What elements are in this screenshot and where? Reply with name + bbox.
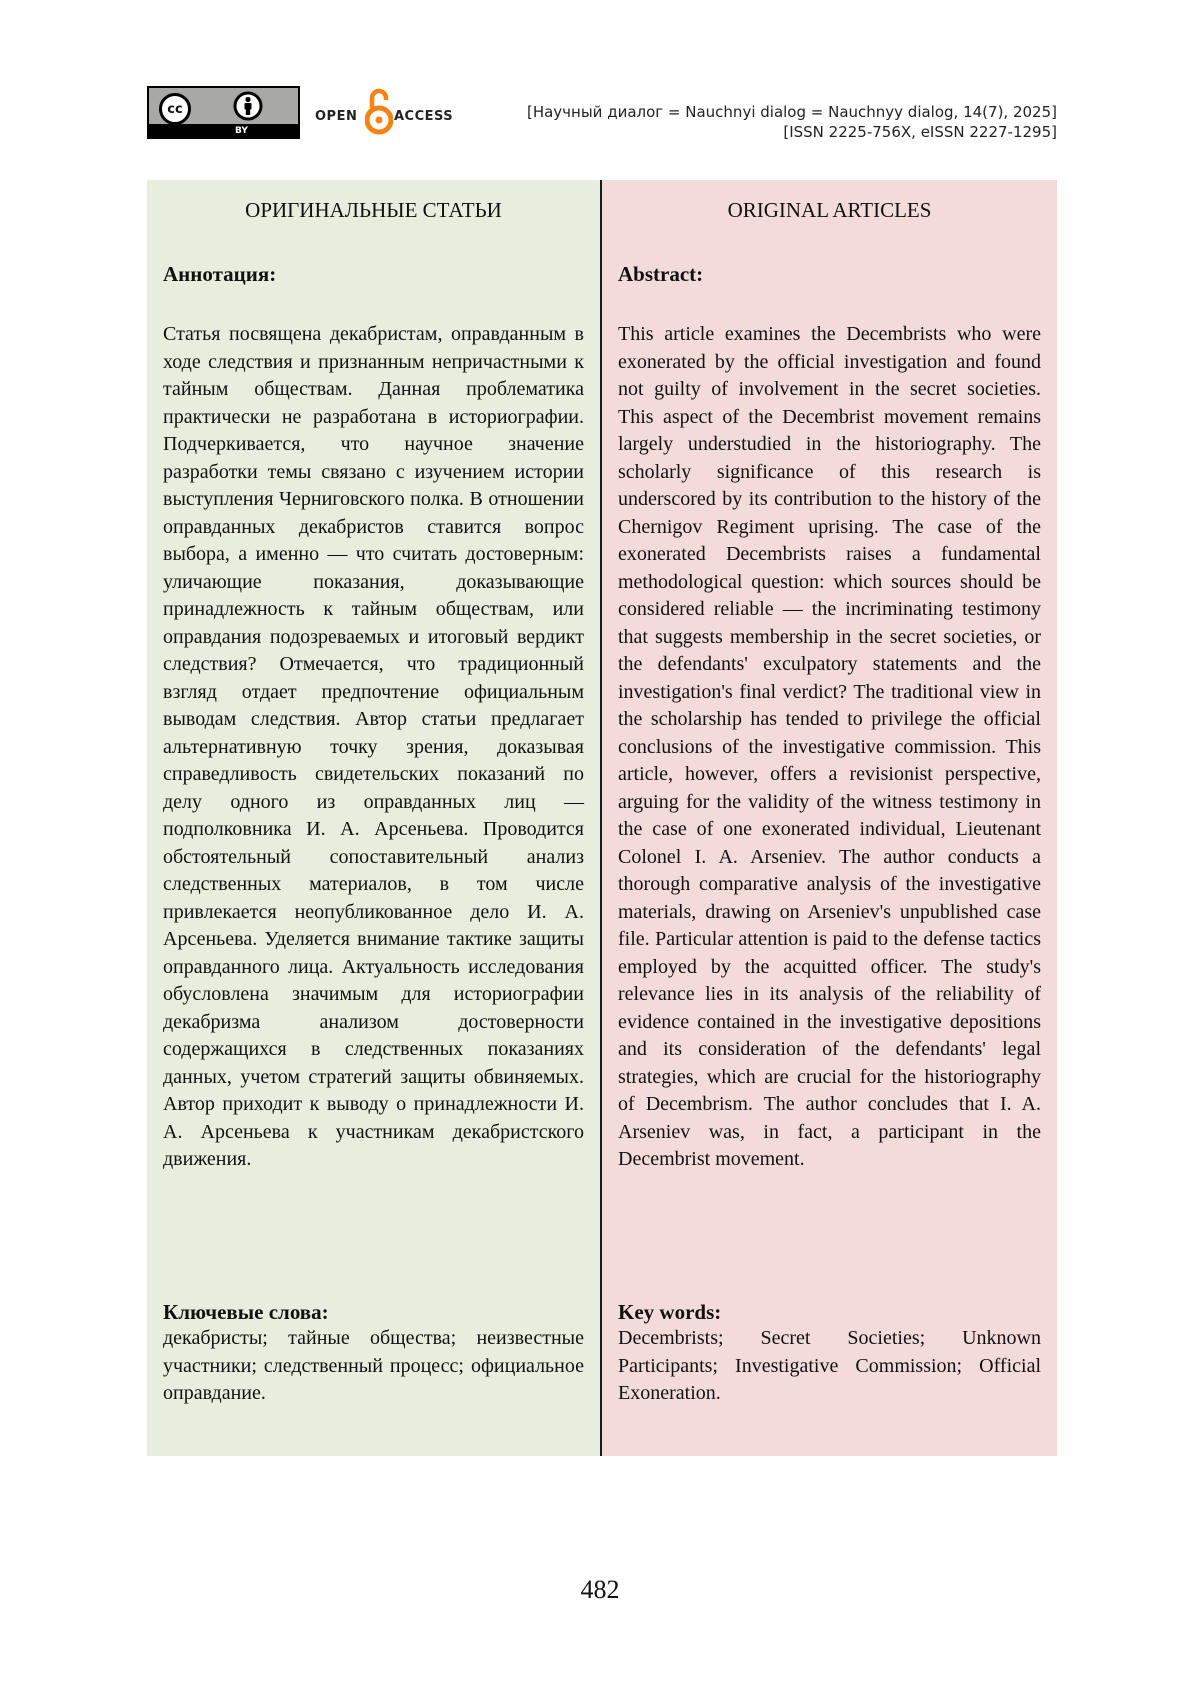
keywords-block-en [618,1300,1041,1408]
keywords-label-ru: Ключевые слова: [163,1300,329,1324]
section-title-ru: ОРИГИНАЛЬНЫЕ СТАТЬИ [245,198,502,222]
open-word: OPEN [315,109,358,124]
keywords-text-ru: декабристы; тайные общества; неизвестные участники; следственный процесс; официальное оправдание. [163,1327,584,1404]
russian-column [147,180,602,1456]
journal-issn: [ISSN 2225-756X, eISSN 2227-1295] [783,123,1057,141]
abstract-text-en: This article examines the Decembrists who were exonerated by the official investigation and found not guilty of involvement in the secret societies. This aspect of the Decembrist movement remains largely understudied in the historiography. The scholarly significance of this research is underscored by its contribution to the history of the Chernigov Regiment uprising. The case of the exonerated Decembrists raises a fundamental methodological question: which sources should be considered reliable — the incriminating testimony that suggests membership in the secret societies, or the defendants' exculpatory statements and the investigation's final verdict? The traditional view in the scholarship has tended to privilege the official conclusions of the investigative commission. This article, however, offers a revisionist perspective, arguing for the validity of the witness testimony in the case of one exonerated individual, Lieutenant Colonel I. A. Arseniev. The author conducts a thorough comparative analysis of the investigative materials, drawing on Arseniev's unpublished case file. Particular attention is paid to the defense tactics employed by the acquitted officer. The study's relevance lies in its analysis of the reliability of evidence contained in the investigative depositions and its consideration of the defendants' legal strategies, which are crucial for the historiography of Decembrism. The author concludes that I. A. Arseniev was, in fact, a participant in the Decembrist movement. [618,323,1041,1170]
page-header [147,86,1057,146]
by-label: BY [235,126,248,136]
abstract-label-en: Abstract: [618,262,704,286]
section-title-en: ORIGINAL ARTICLES [727,198,932,222]
license-bar [149,124,298,137]
open-access-logo [315,86,465,141]
keywords-label-en: Key words: [618,1300,722,1324]
cc-label: cc [167,101,183,117]
cc-by-license-badge[interactable] [147,86,300,139]
abstract-panel [147,180,1057,1456]
journal-reference [527,102,1057,142]
attribution-person-icon [233,91,263,121]
english-column [602,180,1057,1456]
keywords-block-ru [163,1300,584,1408]
access-word: ACCESS [394,109,454,124]
page-number: 482 [580,1575,620,1604]
abstract-text-ru: Статья посвящена декабристам, оправданным в ходе следствия и признанным непричастными к тайным обществам. Данная проблематика практически не разработана в историографии. Подчеркивается, что научное значение разработки темы связано с изучением истории выступления Черниговского полка. В отношении оправданных декабристов ставится вопрос выбора, а именно — что считать достоверным: уличающие показания, доказывающие принадлежность к тайным обществам, или оправдания подозреваемых и итоговый вердикт следствия? Отмечается, что традиционный взгляд отдает предпочтение официальным выводам следствия. Автор статьи предлагает альтернативную точку зрения, доказывая справедливость свидетельских показаний по делу одного из оправданных лиц — подполковника И. А. Арсеньева. Проводится обстоятельный сопоставительный анализ следственных материалов, в том числе привлекается неопубликованное дело И. А. Арсеньева. Уделяется внимание тактике защиты оправданного лица. Актуальность исследования обусловлена значимым для историографии декабризма анализом достоверности содержащихся в следственных показаниях данных, учетом стратегий защиты обвиняемых. Автор приходит к выводу о принадлежности И. А. Арсеньева к участникам декабристского движения. [163,323,584,1170]
journal-citation: [Научный диалог = Nauchnyi dialog = Nauchnyy dialog, 14(7), 2025] [526,103,1057,121]
keywords-text-en: Decembrists; Secret Societies; Unknown Participants; Investigative Commission; Official Exoneration. [618,1327,1041,1404]
abstract-label-ru: Аннотация: [163,262,277,286]
open-access-lock-icon [365,86,393,138]
cc-icon [159,93,191,125]
